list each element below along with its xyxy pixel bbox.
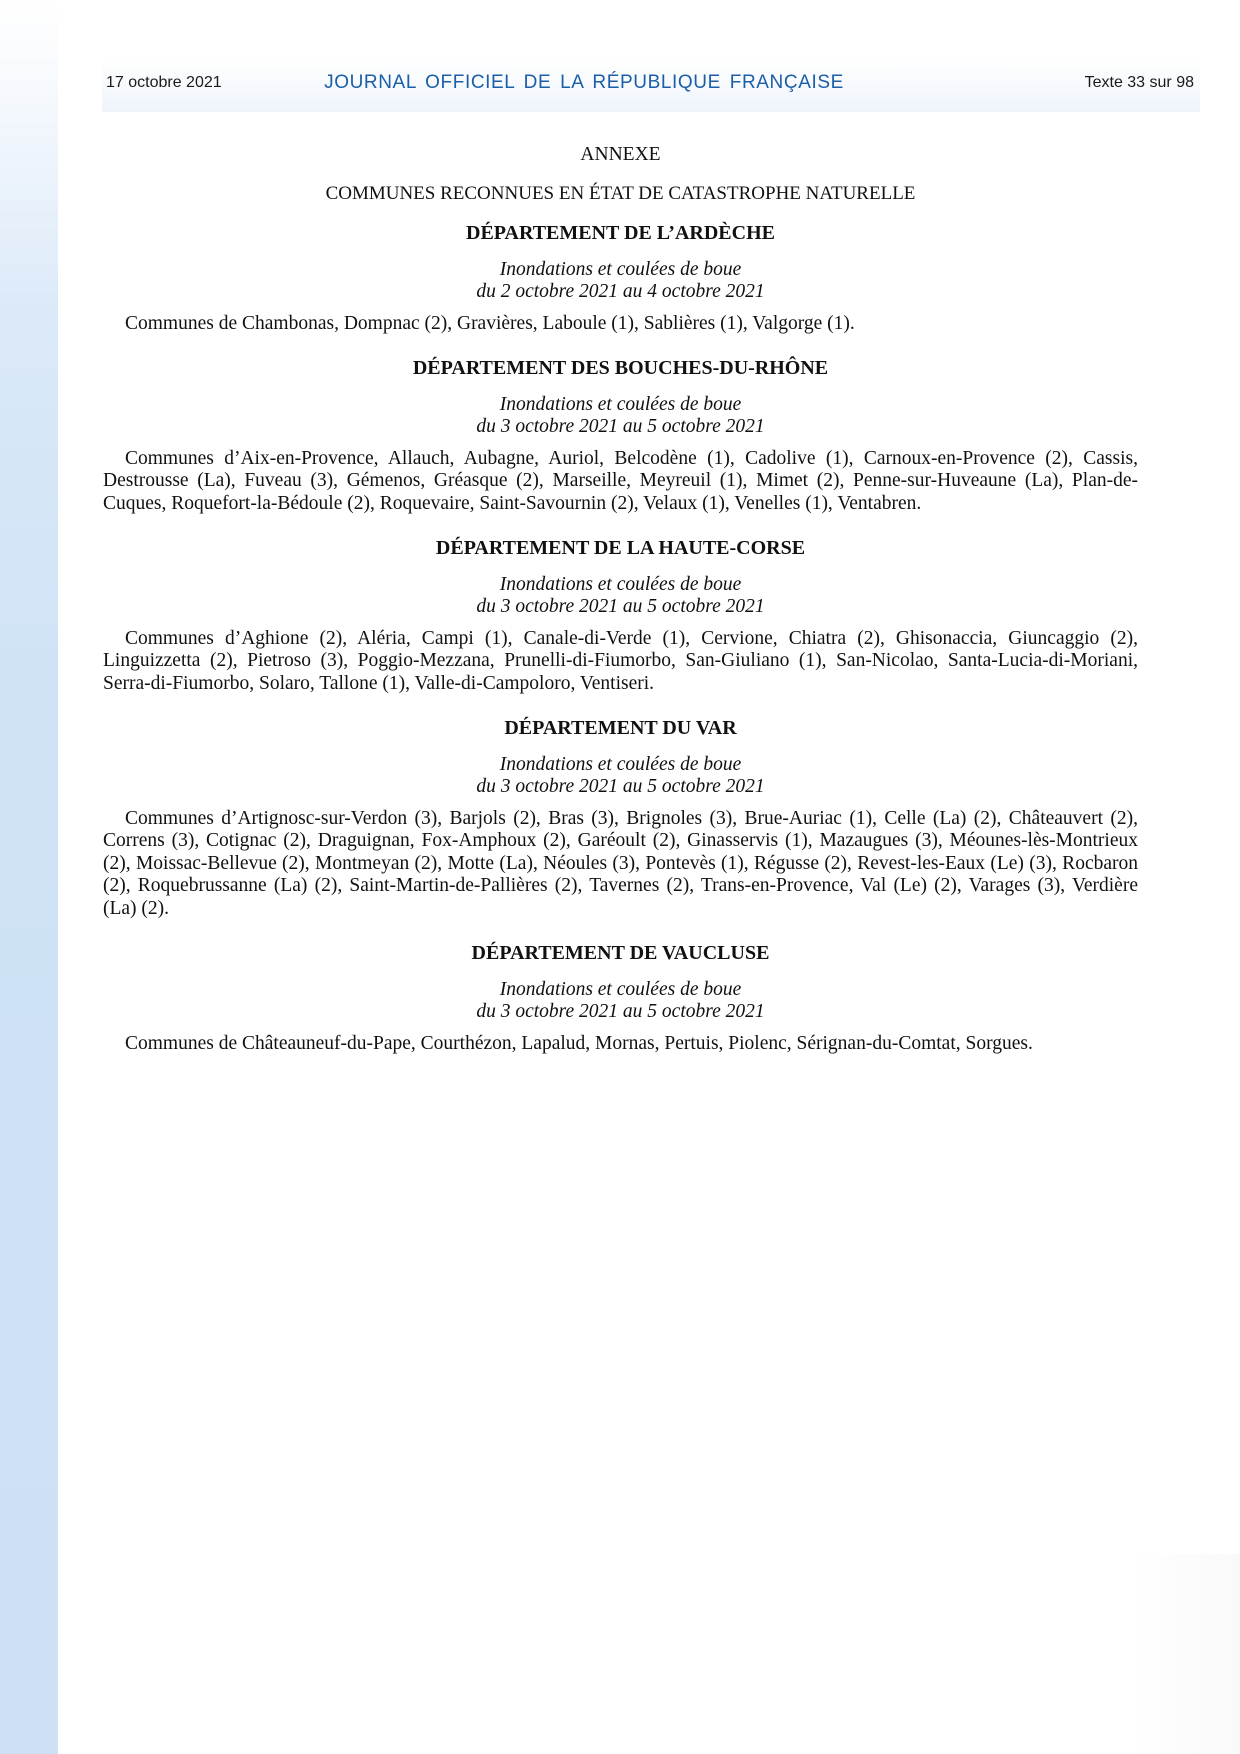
event-block: [103, 754, 1138, 799]
text-reference: Texte 33 sur 98: [1084, 74, 1194, 91]
event-block: [103, 259, 1138, 304]
communes-list: Communes d’Aix-en-Provence, Allauch, Aubagne, Auriol, Belcodène (1), Cadolive (1), Carnoux-en-Provence (2), Cassis, Destrousse (La), Fuveau (3), Gémenos, Gréasque (2), Marseille, Meyreuil (1), Mimet (2), Penne-sur-Huveaune (La), Plan-de-Cuques, Roquefort-la-Bédoule (2), Roquevaire, Saint-Savournin (2), Velaux (1), Venelles (1), Ventabren.: [103, 447, 1138, 514]
department-section: [103, 222, 1138, 335]
department-section: [103, 717, 1138, 920]
document-body: [103, 144, 1138, 1055]
communes-list: Communes de Châteauneuf-du-Pape, Courthézon, Lapalud, Mornas, Pertuis, Piolenc, Sérignan-du-Comtat, Sorgues.: [125, 1032, 1033, 1054]
side-margin-band: [0, 0, 58, 1754]
header-date: 17 octobre 2021: [106, 74, 222, 91]
event-block: [103, 979, 1138, 1024]
page-header: [102, 60, 1200, 112]
event-type: Inondations et coulées de boue: [499, 978, 742, 1000]
communes-list: Communes de Chambonas, Dompnac (2), Gravières, Laboule (1), Sablières (1), Valgorge (1).: [125, 312, 855, 334]
event-type: Inondations et coulées de boue: [499, 393, 742, 415]
event-type: Inondations et coulées de boue: [499, 258, 742, 280]
department-section: [103, 942, 1138, 1055]
event-block: [103, 574, 1138, 619]
event-type: Inondations et coulées de boue: [499, 753, 742, 775]
communes-list: Communes d’Artignosc-sur-Verdon (3), Barjols (2), Bras (3), Brignoles (3), Brue-Auriac (1), Celle (La) (2), Châteauvert (2), Correns (3), Cotignac (2), Draguignan, Fox-Amphoux (2), Garéoult (2), Ginasservis (1), Mazaugues (3), Méounes-lès-Montrieux (2), Moissac-Bellevue (2), Montmeyan (2), Motte (La), Néoules (3), Pontevès (1), Régusse (2), Revest-les-Eaux (Le) (3), Rocbaron (2), Roquebrussanne (La) (2), Saint-Martin-de-Pallières (2), Tavernes (2), Trans-en-Provence, Val (Le) (2), Varages (3), Verdière (La) (2).: [103, 807, 1138, 919]
department-title: DÉPARTEMENT DE LA HAUTE-CORSE: [435, 537, 806, 559]
event-period: du 3 octobre 2021 au 5 octobre 2021: [476, 776, 765, 797]
event-period: du 3 octobre 2021 au 5 octobre 2021: [476, 1001, 765, 1022]
journal-title: JOURNAL OFFICIEL DE LA RÉPUBLIQUE FRANÇAISE: [324, 72, 844, 93]
communes-list: Communes d’Aghione (2), Aléria, Campi (1), Canale-di-Verde (1), Cervione, Chiatra (2), Ghisonaccia, Giuncaggio (2), Linguizzetta (2), Pietroso (3), Poggio-Mezzana, Prunelli-di-Fiumorbo, San-Giuliano (1), San-Nicolao, Santa-Lucia-di-Moriani, Serra-di-Fiumorbo, Solaro, Tallone (1), Valle-di-Campoloro, Ventiseri.: [103, 627, 1138, 694]
department-title: DÉPARTEMENT DE L’ARDÈCHE: [466, 222, 775, 244]
event-period: du 3 octobre 2021 au 5 octobre 2021: [476, 596, 765, 617]
event-type: Inondations et coulées de boue: [499, 573, 742, 595]
event-period: du 3 octobre 2021 au 5 octobre 2021: [476, 416, 765, 437]
department-section: [103, 357, 1138, 515]
document-page: [58, 0, 1240, 1754]
page-corner-shade: [1130, 1554, 1240, 1754]
event-block: [103, 394, 1138, 439]
department-title: DÉPARTEMENT DU VAR: [504, 717, 737, 739]
annex-subtitle: COMMUNES RECONNUES EN ÉTAT DE CATASTROPHE NATURELLE: [325, 182, 916, 204]
department-section: [103, 537, 1138, 695]
department-title: DÉPARTEMENT DES BOUCHES-DU-RHÔNE: [412, 357, 829, 379]
event-period: du 2 octobre 2021 au 4 octobre 2021: [476, 281, 765, 302]
annex-title: ANNEXE: [580, 144, 661, 165]
department-title: DÉPARTEMENT DE VAUCLUSE: [471, 942, 770, 964]
